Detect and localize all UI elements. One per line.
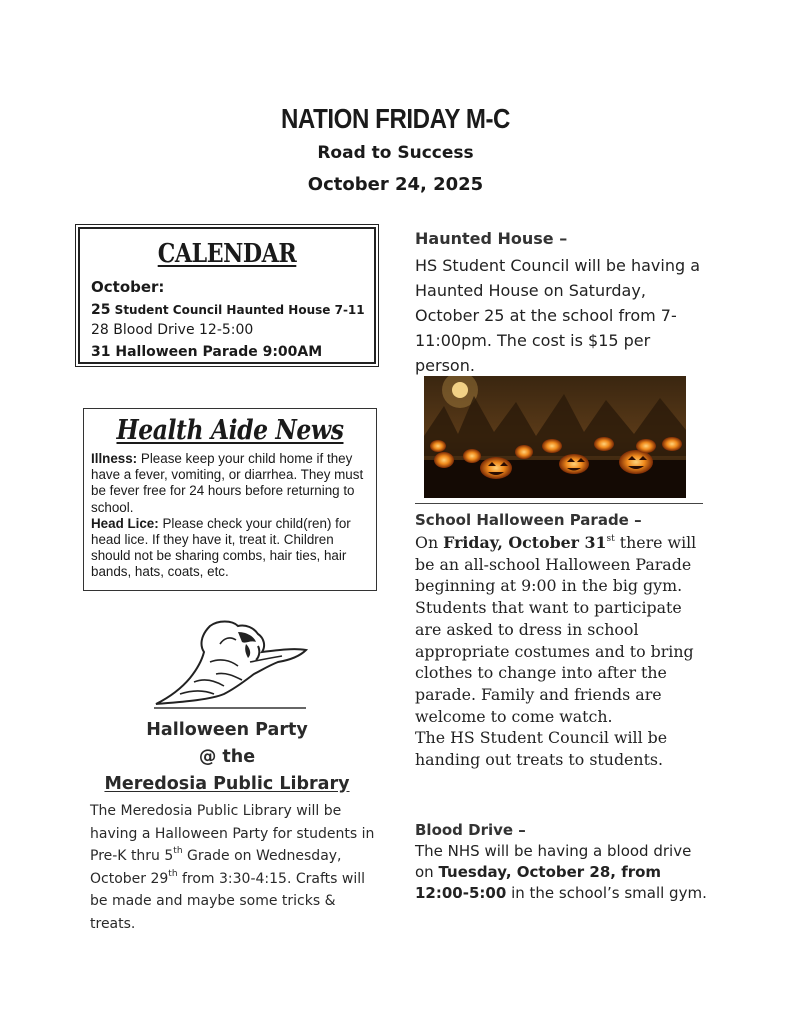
page-title: NATION FRIDAY M-C — [280, 103, 511, 134]
calendar-title: CALENDAR — [157, 239, 297, 269]
page-subtitle: Road to Success — [317, 143, 474, 163]
blood-drive-heading: Blood Drive – — [415, 821, 526, 839]
health-text: Illness: Please keep your child home if they have a fever, vomiting, or diarrhea. They must be fever free for 24 hours before returning to school. Head Lice: Please check your child(ren) for head lice. If they have it, treat it. Children should not be sharing combs, hair ties, hair bands, hats, coats, etc. — [91, 451, 364, 580]
ghost-icon — [150, 618, 310, 710]
haunted-house-heading: Haunted House – — [415, 229, 568, 248]
blood-drive-text: The NHS will be having a blood drive on Tuesday, October 28, from 12:00-5:00 in the school’s small gym. — [415, 842, 707, 902]
parade-text: On Friday, October 31st there will be an all-school Halloween Parade beginning at 9:00 in the big gym. Students that want to participate are asked to dress in school appropriate costumes and to bring clothes to change into after the parade. Family and friends are welcome to come watch. The HS Student Council will be handing out treats to students. — [415, 533, 697, 770]
calendar-month: October: — [91, 278, 165, 296]
party-title: Halloween Party @ the Meredosia Public Library — [104, 720, 350, 794]
haunted-house-text: HS Student Council will be having a Haunted House on Saturday, October 25 at the school from 7-11:00pm. The cost is $15 per person. — [415, 256, 700, 375]
calendar-event: 25 Student Council Haunted House 7-11 — [91, 302, 365, 318]
party-text: The Meredosia Public Library will be having a Halloween Party for students in Pre-K thru 5th Grade on Wednesday, October 29th from 3:30-4:15. Crafts will be made and maybe some tricks & treats. — [90, 803, 375, 932]
photo-divider — [415, 503, 703, 504]
pumpkin-photo — [424, 376, 686, 498]
health-aide-box — [83, 408, 377, 591]
calendar-event: 31 Halloween Parade 9:00AM — [91, 344, 323, 360]
issue-date: October 24, 2025 — [307, 174, 484, 195]
parade-heading: School Halloween Parade – — [415, 511, 642, 529]
calendar-event: 28 Blood Drive 12-5:00 — [91, 322, 254, 338]
calendar-box — [78, 227, 376, 364]
health-title: Health Aide News — [116, 415, 344, 446]
